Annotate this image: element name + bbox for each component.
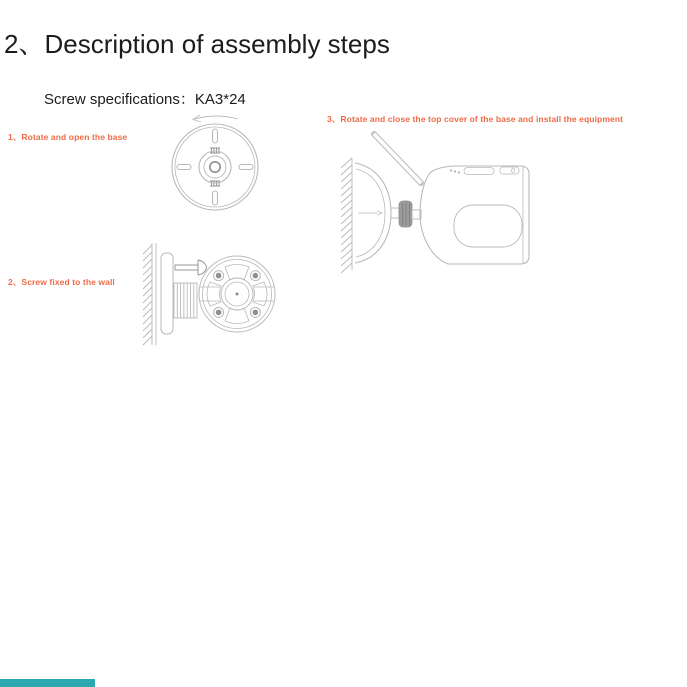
page-title: 2、Description of assembly steps (4, 29, 390, 59)
base-screwed-to-wall-diagram (140, 240, 285, 350)
wall-hatch (341, 158, 352, 273)
screw-spec-label: Screw specifications：KA3*24 (44, 91, 246, 108)
threaded-boss (174, 283, 197, 318)
screw-icon (175, 260, 207, 275)
camera-installed-diagram (330, 122, 545, 280)
step-1-label: 1、Rotate and open the base (8, 132, 128, 142)
wall-hatch (143, 243, 156, 345)
step-3-label: 3、Rotate and close the top cover of the base and install the equipment (327, 114, 624, 124)
camera-body (420, 166, 529, 264)
rotation-arrow-icon (193, 115, 238, 122)
antenna-icon (374, 134, 421, 183)
step-2-label: 2、Screw fixed to the wall (8, 277, 115, 287)
footer-accent-bar (0, 679, 95, 687)
adjustment-knob (391, 201, 421, 227)
dome-base (355, 163, 391, 263)
base-front-view (199, 256, 275, 332)
grip-marks (210, 148, 220, 186)
base-top-view-diagram (158, 110, 272, 224)
